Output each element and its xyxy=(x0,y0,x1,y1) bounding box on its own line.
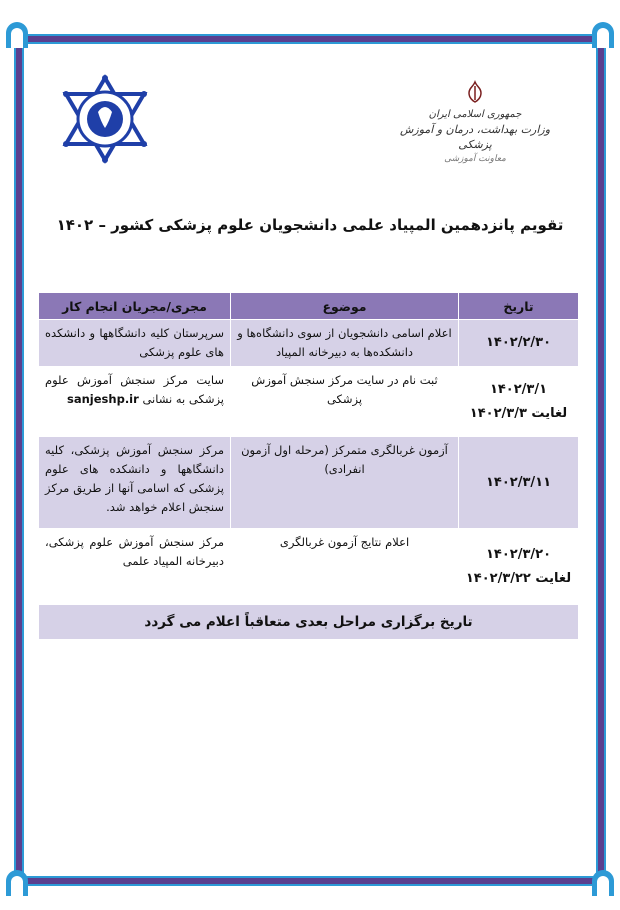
header-executor: مجری/مجریان انجام کار xyxy=(39,293,231,320)
row-date xyxy=(459,437,579,529)
frame-corner-icon xyxy=(592,870,614,896)
row-date xyxy=(459,529,579,605)
date-line: لغایت ۱۴۰۲/۳/۳ xyxy=(469,405,568,421)
ministry-line-3: معاونت آموزشی xyxy=(444,154,506,164)
table-row xyxy=(39,529,579,605)
executor-text: سایت مرکز سنجش آموزش علوم پزشکی به نشانی xyxy=(45,373,224,406)
row-executor: مرکز سنجش آموزش علوم پزشکی، دبیرخانه المپیاد علمی xyxy=(39,529,231,605)
date-line: ۱۴۰۲/۳/۱۱ xyxy=(485,474,552,490)
date-line: ۱۴۰۲/۳/۲۰ xyxy=(485,546,552,562)
date-line: ۱۴۰۲/۲/۳۰ xyxy=(485,335,552,350)
frame-corner-icon xyxy=(6,22,28,48)
page-title: تقویم پانزدهمین المپیاد علمی دانشجویان علوم پزشکی کشور – ۱۴۰۲ xyxy=(56,216,564,234)
frame-bottom xyxy=(14,876,606,886)
row-subject: ثبت نام در سایت مرکز سنجش آموزش پزشکی xyxy=(231,367,459,437)
row-date xyxy=(459,320,579,367)
row-executor xyxy=(39,367,231,437)
header-subject: موضوع xyxy=(231,293,459,320)
table-footer: تاریخ برگزاری مراحل بعدی متعاقباً اعلام می گردد xyxy=(39,605,579,640)
table-header-row xyxy=(39,293,579,320)
iran-emblem-icon xyxy=(463,80,487,104)
calendar-table xyxy=(38,292,579,640)
ministry-header xyxy=(390,80,560,166)
row-date xyxy=(459,367,579,437)
table-footer-row xyxy=(39,605,579,640)
table-row xyxy=(39,367,579,437)
frame-top xyxy=(14,34,606,44)
header-date: تاریخ xyxy=(459,293,579,320)
row-subject: اعلام نتایج آزمون غربالگری xyxy=(231,529,459,605)
table-row xyxy=(39,437,579,529)
date-line: ۱۴۰۲/۳/۱ xyxy=(489,381,548,397)
ministry-line-1: جمهوری اسلامی ایران xyxy=(428,109,522,120)
frame-corner-icon xyxy=(592,22,614,48)
frame-left xyxy=(14,34,24,886)
row-subject: آزمون غربالگری متمرکز (مرحله اول آزمون انفرادی) xyxy=(231,437,459,529)
table-row xyxy=(39,320,579,367)
row-subject: اعلام اسامی دانشجویان از سوی دانشگاه‌ها و دانشکده‌ها به دبیرخانه المپیاد xyxy=(231,320,459,367)
row-executor: سرپرستان کلیه دانشگاهها و دانشکده های علوم پزشکی xyxy=(39,320,231,367)
row-executor: مرکز سنجش آموزش پزشکی، کلیه دانشگاهها و دانشکده های علوم پزشکی که اسامی آنها از طریق مرکز سنجش اعلام خواهد شد. xyxy=(39,437,231,529)
sanjesh-link[interactable]: sanjeshp.ir xyxy=(67,392,139,406)
date-line: لغایت ۱۴۰۲/۳/۲۲ xyxy=(465,570,572,586)
frame-right xyxy=(596,34,606,886)
olympiad-emblem-icon xyxy=(60,74,150,164)
ministry-line-2: وزارت بهداشت، درمان و آموزش پزشکی xyxy=(399,123,551,151)
frame-corner-icon xyxy=(6,870,28,896)
